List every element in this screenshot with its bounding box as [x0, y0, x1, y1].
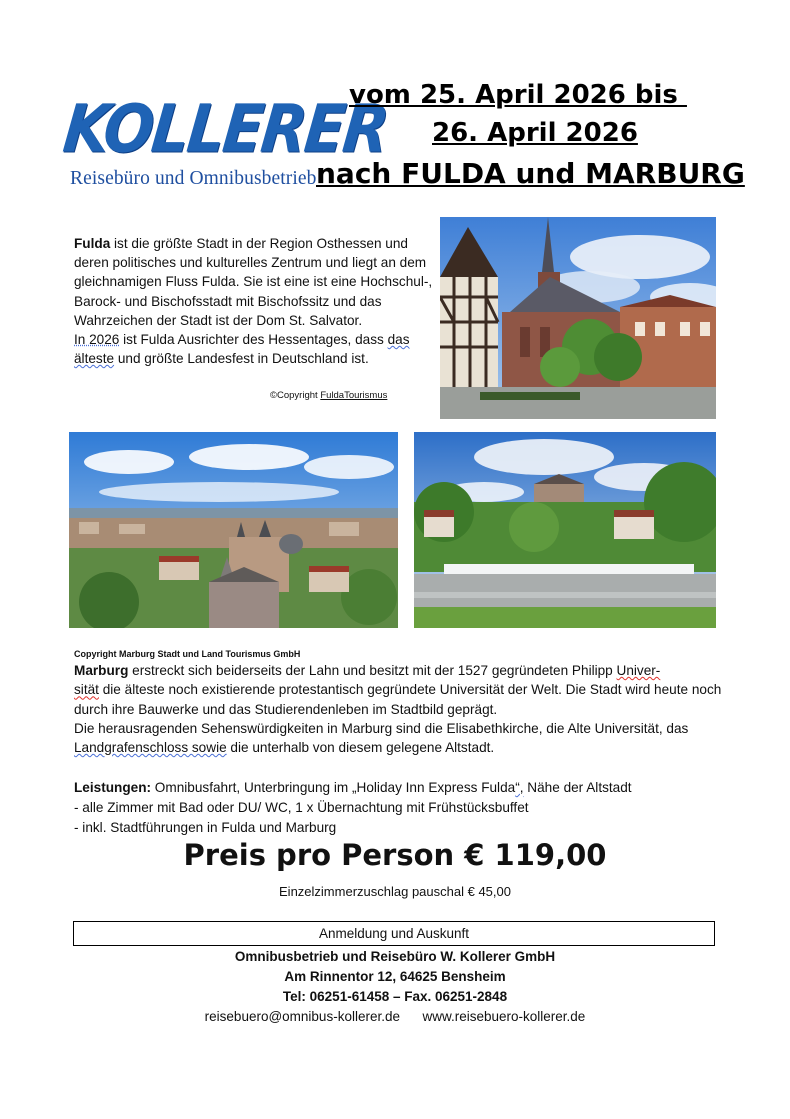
- fulda-text: ist die größte Stadt in der Region Osthessen und deren politisches und kulturelles Zentrum und liegt an dem gleichnamigen Fluss Fulda. Sie ist eine ist eine Hochschul-, Barock- und Bischofsstadt mit Bischofssitz und das Wahrzeichen der Stadt ist der Dom St. Salvator.: [74, 236, 433, 328]
- company-phone: Tel: 06251-61458 – Fax. 06251-2848: [282, 989, 508, 1004]
- services-section: [74, 778, 724, 838]
- services-text: Omnibusfahrt, Unterbringung im „Holiday Inn Express Fulda: [151, 780, 516, 795]
- title-destination: nach FULDA und MARBURG: [316, 157, 745, 190]
- price-per-person: Preis pro Person € 119,00: [183, 838, 607, 872]
- fulda-church-photo: [440, 217, 716, 419]
- marburg-river-photo: [414, 432, 716, 628]
- fulda-marked-phrase: das älteste: [74, 332, 410, 367]
- fulda-photo-copyright: [270, 390, 387, 401]
- single-room-surcharge: Einzelzimmerzuschlag pauschal € 45,00: [279, 884, 511, 899]
- company-email-web: reisebuero@omnibus-kollerer.de www.reisebuero-kollerer.de: [204, 1009, 586, 1024]
- services-label: Leistungen:: [74, 780, 152, 795]
- title-date-from: vom 25. April 2026 bis: [349, 80, 687, 110]
- fulda-hessentag-text: ist Fulda Ausrichter des Hessentages, dass: [119, 332, 388, 348]
- copyright-symbol: ©: [270, 390, 277, 401]
- services-line-2: - alle Zimmer mit Bad oder DU/ WC, 1 x Übernachtung mit Frühstücksbuffet: [74, 800, 529, 815]
- registration-box: Anmeldung und Auskunft: [73, 921, 715, 946]
- marburg-name: Marburg: [74, 663, 129, 678]
- copyright-label: Copyright: [277, 390, 321, 401]
- marburg-univer: Univer-: [616, 663, 661, 678]
- company-name: Omnibusbetrieb und Reisebüro W. Kollerer GmbH: [234, 949, 556, 964]
- fulda-hessentag-paragraph: [74, 330, 434, 368]
- copyright-source: FuldaTourismus: [320, 390, 388, 401]
- services-line-3: - inkl. Stadtführungen in Fulda und Marburg: [74, 820, 337, 835]
- logo-wordmark: KOLLERER: [59, 90, 391, 168]
- marburg-description: [74, 661, 724, 757]
- company-logo: [59, 90, 391, 200]
- marburg-sitaet: sität: [74, 682, 99, 698]
- fulda-paragraph: [74, 234, 434, 330]
- marburg-text-1: erstreckt sich beiderseits der Lahn und besitzt mit der 1527 gegründeten Philipp: [128, 663, 617, 678]
- company-address: Am Rinnentor 12, 64625 Bensheim: [284, 969, 506, 984]
- services-text-end: Nähe der Altstadt: [523, 780, 632, 795]
- title-date-to: 26. April 2026: [432, 118, 638, 148]
- fulda-name: Fulda: [74, 236, 111, 251]
- services-line-1: [74, 778, 724, 798]
- fulda-description: [74, 234, 434, 368]
- marburg-sights-paragraph: [74, 719, 724, 758]
- marburg-paragraph: [74, 661, 724, 719]
- marburg-marked-phrase: Landgrafenschloss sowie: [74, 740, 227, 756]
- marburg-sights-text: Die herausragenden Sehenswürdigkeiten in Marburg sind die Elisabethkirche, die Alte Universität, das: [74, 720, 689, 736]
- marburg-text-2: die älteste noch existierende protestantisch gegründete Universität der Welt. Die Stadt wird heute noch durch ihre Bauwerke und das Studierendenleben im Stadtbild geprägt.: [74, 682, 722, 717]
- marburg-photo-copyright: Copyright Marburg Stadt und Land Tourismus GmbH: [74, 649, 301, 659]
- fulda-hessentag-end: und größte Landesfest in Deutschland ist.: [114, 351, 369, 367]
- fulda-year: In 2026: [74, 332, 120, 348]
- services-marked: “,: [515, 780, 524, 795]
- logo-tagline: Reisebüro und Omnibusbetrieb: [70, 168, 317, 189]
- marburg-sights-end: die unterhalb von diesem gelegene Altstadt.: [226, 740, 495, 756]
- fulda-panorama-photo: [69, 432, 398, 628]
